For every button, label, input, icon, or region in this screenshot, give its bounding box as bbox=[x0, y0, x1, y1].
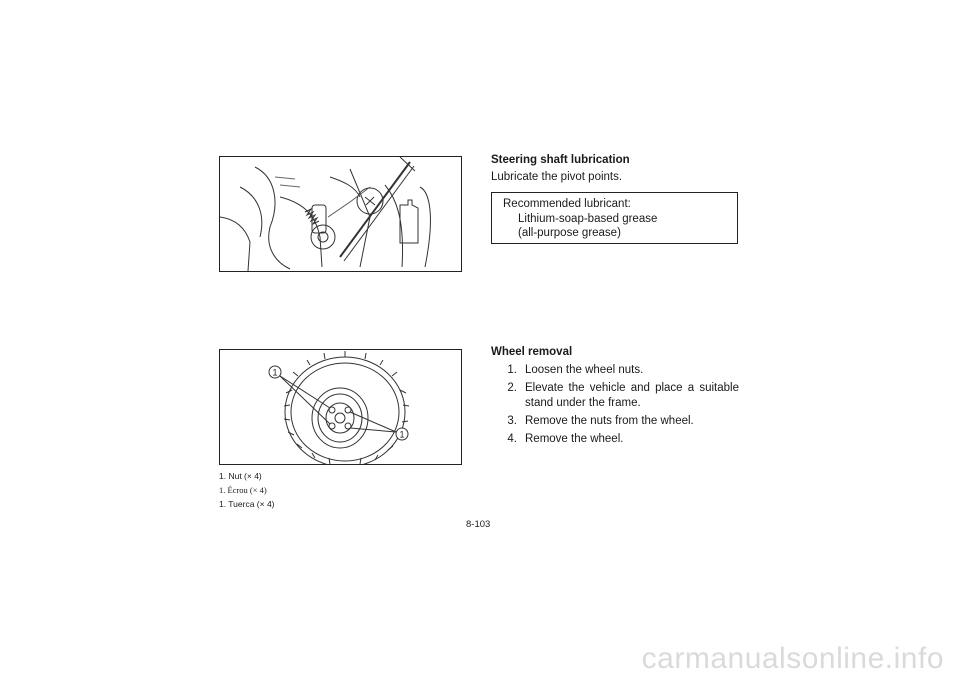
lubricant-spec-box bbox=[491, 192, 738, 244]
wheel-removal-heading: Wheel removal bbox=[491, 346, 573, 358]
caption-english: 1. Nut (× 4) bbox=[219, 471, 262, 481]
spec-line-1: Lithium-soap-based grease bbox=[518, 212, 658, 225]
caption-spanish: 1. Tuerca (× 4) bbox=[219, 499, 275, 509]
wheel-figure bbox=[219, 349, 462, 465]
spec-line-2: (all-purpose grease) bbox=[518, 227, 621, 239]
wheel-removal-steps bbox=[491, 363, 739, 450]
list-item: 1. Loosen the wheel nuts. bbox=[507, 364, 644, 376]
list-item: 3. Remove the nuts from the wheel. bbox=[507, 415, 694, 427]
steering-shaft-illustration-icon bbox=[220, 157, 461, 271]
watermark: carmanualsonline.info bbox=[641, 642, 944, 675]
caption-french: 1. Écrou (× 4) bbox=[219, 485, 267, 495]
callout-1-top bbox=[269, 366, 281, 378]
list-item: 2. Elevate the vehicle and place a suitable stand under the frame. bbox=[507, 382, 739, 409]
wheel-illustration-icon bbox=[220, 350, 461, 464]
page-number: 8-103 bbox=[466, 519, 491, 530]
steering-shaft-figure bbox=[219, 156, 462, 272]
svg-text:1: 1 bbox=[399, 429, 405, 440]
svg-text:1: 1 bbox=[272, 367, 278, 378]
figure-captions bbox=[219, 469, 275, 511]
steering-heading: Steering shaft lubrication bbox=[491, 154, 630, 166]
spec-title: Recommended lubricant: bbox=[503, 198, 631, 210]
steering-instruction: Lubricate the pivot points. bbox=[491, 171, 623, 183]
list-item: 4. Remove the wheel. bbox=[507, 433, 624, 445]
callout-1-bottom bbox=[396, 428, 408, 440]
